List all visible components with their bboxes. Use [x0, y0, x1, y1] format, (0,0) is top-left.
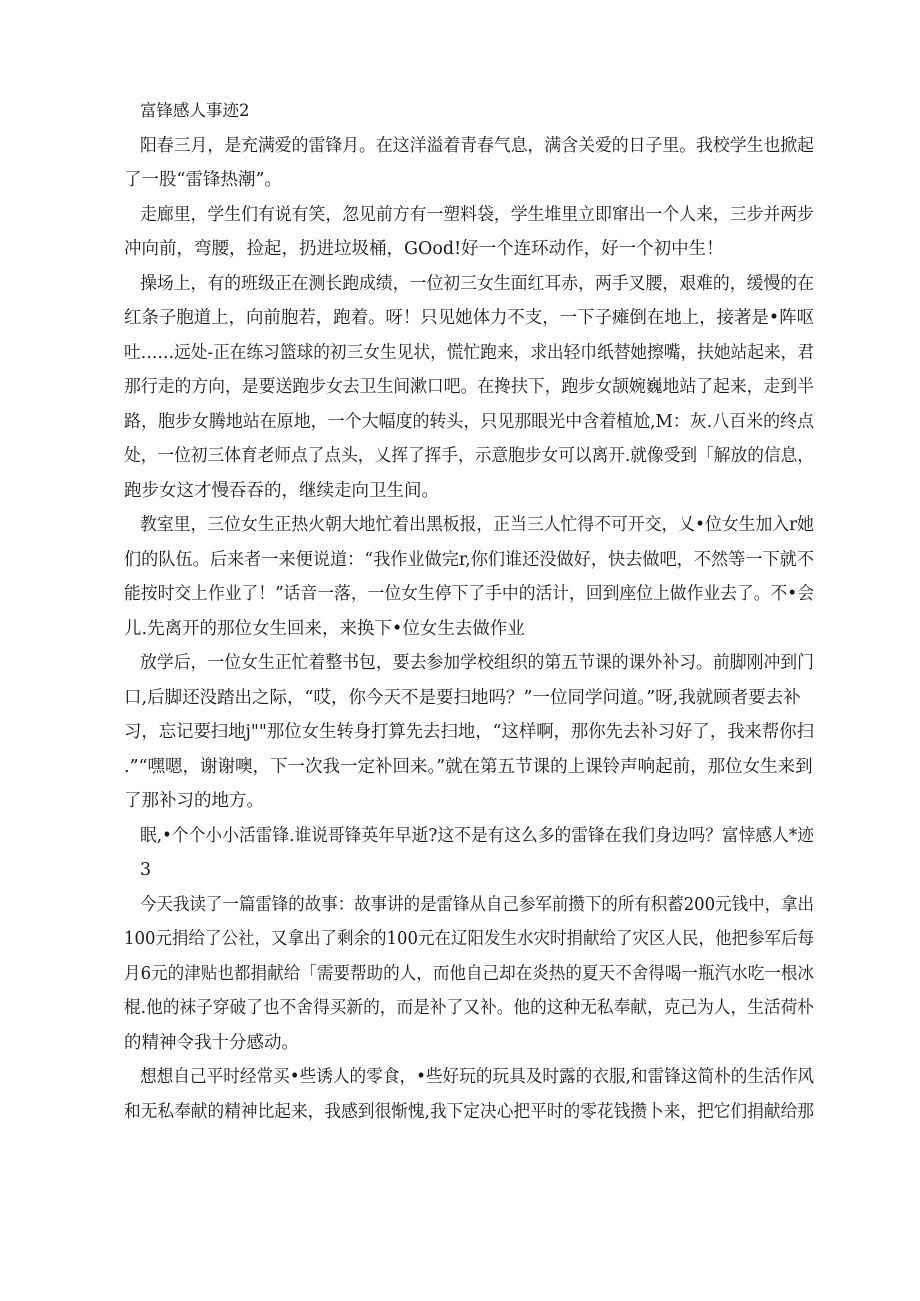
text-line: 操场上，有的班级正在测长跑成绩，一位初三女生面红耳赤，两手叉腰，艰难的，缓慢的在 [140, 273, 814, 294]
text-line: 那行走的方向，是要送跑步女去卫生间漱口吧。在搀扶下，跑步女颉婉巍地站了起来，走到半 [124, 377, 814, 397]
text-line: 月6元的津贴也都捐献给「需要帮助的人，而他自己却在炎热的夏天不舍得喝一瓶汽水吃一根冰 [124, 963, 814, 984]
text-line: 3 [140, 860, 152, 880]
text-line: 100元捐给了公社，又拿出了剩余的100元在辽阳发生水灾时捐献给了灾区人民，他把参军后每 [124, 929, 814, 949]
text-line: 的精神令我十分感动。 [124, 1032, 299, 1053]
text-line: 了一股“雷锋热潮”。 [124, 170, 282, 190]
text-line: 今天我读了一篇雷锋的故事：故事讲的是雷锋从自己参军前攒下的所有积蓄200元钱中，拿出 [140, 894, 814, 915]
text-line: 儿.先离开的那位女生回来，来换下•位女生去做作业 [124, 618, 525, 639]
section-title: 富锋感人事迹2 [140, 101, 250, 120]
text-line: .”“嘿嗯，谢谢噢，下一次我一定补回来。”就在第五节课的上课铃声响起前，那位女生来到 [124, 756, 813, 777]
text-line: 放学后，一位女生正忙着整书包，要去参加学校组织的第五节课的课外补习。前脚刚冲到门 [140, 653, 814, 673]
document-body [124, 94, 814, 1129]
text-line: 跑步女这才慢吞吞的，继续走向卫生间。 [124, 480, 439, 501]
text-line: 教室里，三位女生正热火朝大地忙着出黑板报，正当三人忙得不可开交，乂•位女生加入r她 [140, 515, 814, 535]
text-line: 处，一位初三体育老师点了点头，乂挥了挥手，示意胞步女可以离开.就像受到「解放的信息， [124, 446, 814, 466]
text-line: 冲向前，弯腰，捡起，扔进垃圾桶，GOod!好一个连环动作，好一个初中生！ [124, 239, 724, 259]
text-line: 吐……远处-正在练习篮球的初三女生见状，慌忙跑来，求出轻巾纸替她擦嘴，扶她站起来，君 [124, 342, 814, 363]
text-line: 棍.他的袜子穿破了也不舍得买新的，而是补了又补。他的这种无私奉献，克己为人，生活荷朴 [124, 998, 814, 1018]
text-line: 眠,•个个小小活雷锋.谁说哥锋英年早逝?这不是有这么多的雷锋在我们身边吗？富悻感人*迹 [140, 825, 814, 846]
text-line: 能按时交上作业了！”话音一落，一位女生停下了手中的活计，回到座位上做作业去了。不•会 [124, 584, 814, 604]
text-line: 了那补习的地方。 [124, 791, 264, 811]
text-line: 走廊里，学生们有说有笑，忽见前方有一塑料袋，学生堆里立即窜出一个人来，三步并两步 [140, 204, 814, 225]
text-line: 红条子胞道上，向前胞若，跑着。呀！只见她体力不支，一下子瘫倒在地上，接著是•阵呕 [124, 308, 814, 328]
text-line: 和无私奉献的精神比起来，我感到很惭愧,我下定决心把平时的零花钱攒卜来，把它们捐献给那 [124, 1101, 814, 1122]
text-line: 路，胞步女腾地站在原地，一个大幅度的转头，只见那眼光中含着植尬,M：灰.八百米的终点 [124, 411, 814, 432]
text-line: 习，忘记要扫地j""那位女生转身打算先去扫地，“这样啊，那你先去补习好了，我来帮你扫 [124, 722, 814, 742]
text-line: 们的队伍。后来者一来便说道：“我作业做完r,你们谁还没做好，快去做吧，不然等一下就不 [124, 549, 814, 570]
text-line: 阳春三月，是充满爱的雷锋月。在这洋溢着青春气息，满含关爱的日子里。我校学生也掀起 [140, 135, 814, 156]
text-line: 口,后脚还没踏出之际，“哎，你今天不是要扫地吗？”一位同学问道。”呀,我就顾者要去补 [124, 687, 801, 708]
text-line: 想想自己平时经常买•些诱人的零食，•些好玩的玩具及时露的衣服,和雷锋这简朴的生活作风 [140, 1067, 814, 1087]
